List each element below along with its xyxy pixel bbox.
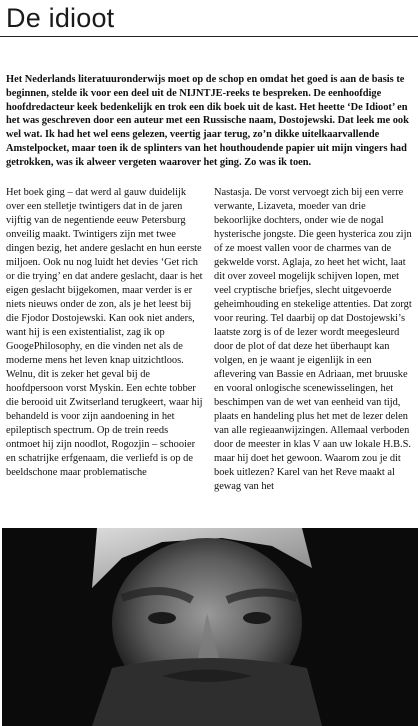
portrait-illustration — [2, 528, 418, 726]
body-column-left — [6, 186, 204, 480]
header-rule — [0, 36, 418, 37]
beard-shape — [92, 658, 322, 726]
portrait-photo — [2, 528, 418, 726]
body-text-right: Nastasja. De vorst vervoegt zich bij een verre verwante, Lizaveta, moeder van drie bekoorlijke dochters, onder wie de nogal hysterische jongste. Die geen hysterica zou zijn of ze moest vallen voor de charmes van de gekwelde vorst. Aglaja, zo heet het wicht, laat dit over zoveel mogelijk schijven lopen, met veel cryptische briefjes, slecht uitgevoerde geheimhouding en stekelige attenties. Dat zorgt voor reuring. Tel daarbij op dat Dostojewski’s laatste zorg is of de lezer wordt meegesleurd door de plot of dat deze het überhaupt kan volgen, en je waant je eigenlijk in een aflevering van Bassie en Adriaan, met bruuske en vooral onlogische scenewisselingen, het beschimpen van de wet van eenheid van tijd, plaats en handeling plus het met de lezer delen van alle regieaanwijzingen. Allemaal verboden door de meester in klas V aan uw lokale H.B.S. maar hij doet het gewoon. Waarom zou je dit boek uitlezen? Karel van het Reve maakt al gewag van het — [214, 187, 412, 492]
article-title: De idioot — [6, 3, 115, 33]
body-text-left: Het boek ging – dat werd al gauw duidelijk over een stelletje twintigers dat in de jaren vijftig van de negentiende eeuw Petersburg onveilig maakt. Twintigers zijn met twee dingen bezig, het andere geslacht en hun eerste miljoen. Ook nu nog luidt het devies ‘Get rich or die trying’ en dat andere geslacht, daar is het eigen geslacht bijgekomen, maar verder is er niets nieuws onder de zon, als je het leest bij die Fjodor Dostojewski. Kan ook niet anders, want hij is een existentialist, zag ik op GoogePhilosophy, en die vinden net als de moderne mens het leven knap uitzichtloos. Welnu, dit is zeker het geval bij de hoofdpersoon vorst Myskin. Een echte tobber die berooid uit Zwitserland terugkeert, waar hij behandeld is voor zijn aandoening in het epileptisch spectrum. Op de trein reeds ontmoet hij zijn noodlot, Rogozjin – schooier en schatrijke erfgenaam, die verliefd is op de beeldschone maar problematische — [6, 187, 203, 478]
eye-left — [148, 612, 176, 624]
article-lead: Het Nederlands literatuuronderwijs moet op de schop en omdat het goed is aan de basis te beginnen, stelde ik voor een deel uit de NIJNTJE-reeks te bespreken. De eenhoofdige hoofdredacteur keek bedenkelijk en trok een dik boek uit de kast. Het heette ‘De Idioot’ en het was geschreven door een auteur met een Russische naam, Dostojewski. Dat leek me ook wel wat. Ik had het wel eens gelezen, veertig jaar terug, zo’n dikke uitelkaarvallende Amstelpocket, maar toen ik de splinters van het houthoudende papier uit mijn vingers had getrokken, was ik alweer vergeten waarover het ging. Zo was ik toen. — [6, 74, 409, 168]
body-column-right — [214, 186, 412, 494]
eye-right — [243, 612, 271, 624]
